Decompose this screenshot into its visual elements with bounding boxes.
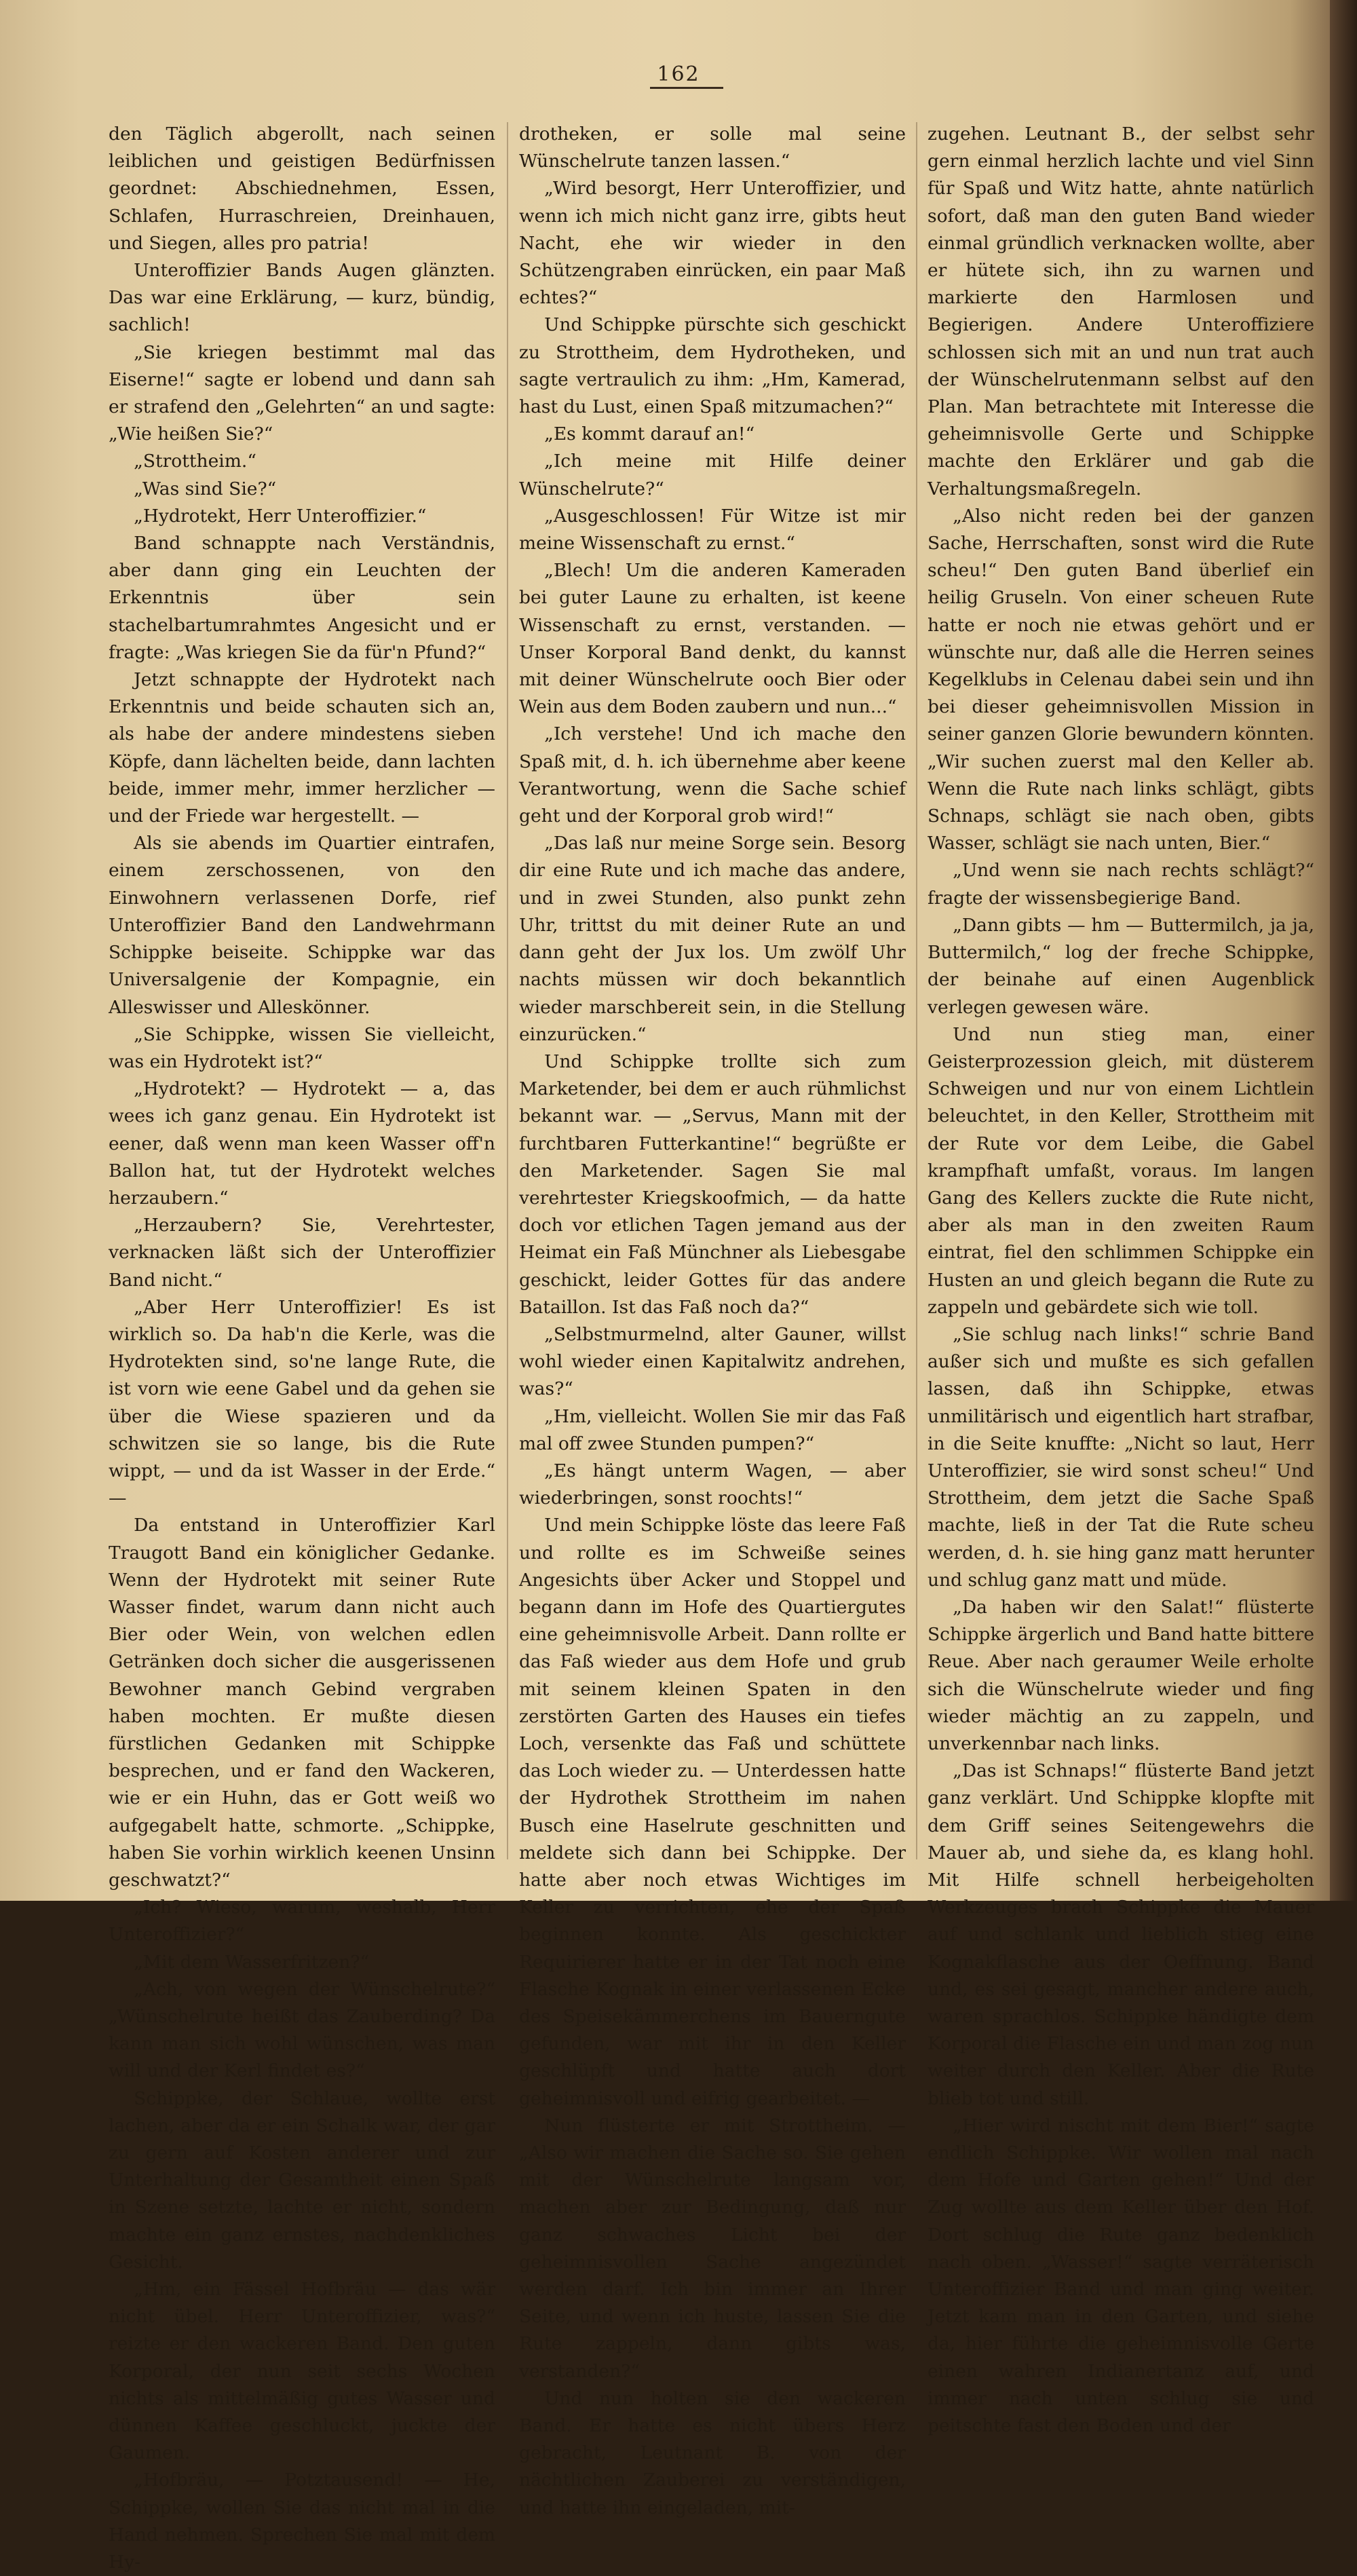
paragraph: „Ausgeschlossen! Für Witze ist mir meine Wissenschaft zu ernst.“ [519,505,906,554]
paragraph: „Ich verstehe! Und ich mache den Spaß mit, d. h. ich übernehme aber keene Verantwortung, wenn die Sache schief geht und der Korporal grob wird!“ [519,723,906,827]
paragraph: „Herzaubern? Sie, Verehrtester, verknacken läßt sich der Unteroffizier Band nicht.“ [109,1215,495,1291]
paragraph: „Sie schlug nach links!“ schrie Band außer sich und mußte es sich gefallen lassen, daß ihn Schippke, etwas unmilitärisch und eigentlich hart strafbar, in die Seite knuffte: „Nicht so laut, Herr Unteroffizier, sie wird sonst scheu!“ Und Strottheim, dem jetzt die Sache Spaß machte, ließ in der Tat die Rute scheu werden, d. h. sie hing ganz matt herunter und schlug ganz matt und müde. [928,1323,1314,1591]
paragraph: „Das ist Schnaps!“ flüsterte Band jetzt ganz verklärt. Und Schippke klopfte mit dem Griff seines Seitengewehrs die Mauer ab, und siehe da, es klang hohl. Mit Hilfe schnell herbeigeholten Werkzeuges brach Schippke die Mauer auf und schlank und lieblich stieg eine Kognakflasche aus der Oeffnung. Band und, es sei gesagt, mancher andere auch, waren sprachlos. Schippke händigte dem Korporal die Flasche ein und man zog nun weiter durch den Keller. Aber die Rute blieb tot und still. [928,1760,1314,2109]
paragraph: „Ich? Wieso, warum, weshalb, Herr Unteroffizier?“ [109,1897,495,1946]
paragraph: Und nun stieg man, einer Geisterprozession gleich, mit düsterem Schweigen und nur von einem Lichtlein beleuchtet, in den Keller, Strottheim mit der Rute vor dem Leibe, die Gabel krampfhaft umfaßt, voraus. Im langen Gang des Kellers zuckte die Rute nicht, aber als man in den zweiten Raum eintrat, fiel den schlimmen Schippke ein Husten an und gleich begann die Rute zu zappeln und gebärdete sich wie toll. [928,1023,1314,1318]
paragraph: Unteroffizier Bands Augen glänzten. Das war eine Erklärung, — kurz, bündig, sachlich! [109,260,495,336]
paragraph: Da entstand in Unteroffizier Karl Traugott Band ein königlicher Gedanke. Wenn der Hydrotekt mit seiner Rute Wasser findet, warum dann nicht auch Bier oder Wein, von welchen edlen Getränken doch sicher die ausgerissenen Bewohner manch Gebind vergraben haben mochten. Er mußte diesen fürstlichen Gedanken mit Schippke besprechen, und er fand den Wackeren, wie er ein Huhn, das er Gott weiß wo aufgegabelt hatte, schmorte. „Schippke, haben Sie vorhin wirklich keenen Unsinn geschwatzt?“ [109,1515,495,1891]
paragraph: „Blech! Um die anderen Kameraden bei guter Laune zu erhalten, ist keene Wissenschaft zu ernst, verstanden. — Unser Korporal Band denkt, du kannst mit deiner Wünschelrute ooch Bier oder Wein aus dem Boden zaubern und nun...“ [519,560,906,718]
paragraph: „Es kommt darauf an!“ [544,423,755,445]
paragraph: „Das laß nur meine Sorge sein. Besorg dir eine Rute und ich mache das andere, und in zwei Stunden, also punkt zehn Uhr, trittst du mit deiner Rute an und dann geht der Jux los. Um zwölf Uhr nachts müssen wir doch bekanntlich wieder marschbereit sein, in die Stellung einzurücken.“ [519,833,906,1045]
paragraph: „Ach, von wegen der Wünschelrute?“ „Wünschelrute heißt das Zauberding? Da kann man sich wohl wünschen, was man will und der Kerl findet es?“ [109,1978,495,2082]
paragraph: Und Schippke trollte sich zum Marketender, bei dem er auch rühmlichst bekannt war. — „Servus, Mann mit der furchtbaren Futterkantine!“ begrüßte er den Marketender. Sagen Sie mal verehrtester Kriegskoofmich, — da hatte doch vor etlichen Tagen jemand aus der Heimat ein Faß Münchner als Liebesgabe geschickt, leider Gottes für das andere Bataillon. Ist das Faß noch da?“ [519,1050,906,1318]
paragraph: „Da haben wir den Salat!“ flüsterte Schippke ärgerlich und Band hatte bittere Reue. Aber nach geraumer Weile erholte sich die Wünschelrute wieder und fing wieder mächtig an zu zappeln, und unverkennbar nach links. [928,1596,1314,1754]
paragraph: „Hydrotekt, Herr Unteroffizier.“ [134,505,427,527]
paragraph: „Es hängt unterm Wagen, — aber wiederbringen, sonst roochts!“ [519,1460,906,1509]
paragraph: „Dann gibts — hm — Buttermilch, ja ja, Buttermilch,“ log der freche Schippke, der beinahe auf einen Augenblick verlegen gewesen wäre. [928,914,1314,1018]
paragraph: drotheken, er solle mal seine Wünschelrute tanzen lassen.“ [519,124,906,172]
paragraph: „Und wenn sie nach rechts schlägt?“ fragte der wissensbegierige Band. [928,860,1314,909]
page-number: 162 [657,62,700,86]
paragraph: „Hofbräu, — Potztausend! — He, Schippke, wollen Sie das nicht mal in die Hand nehmen. Sprechen Sie mal mit dem Hy- [109,2469,495,2573]
paragraph: Nun flüsterte er mit Strottheim. — „Also wir machen die Sache so. Sie gehen mit der Wünschelrute langsam vor, machen aber zur Bedingung, daß nur ganz schwaches Licht bei der geheimnisvollen Sache angezündet werden darf. Ich bin immer an Ihrer Seite, und wenn ich huste, lassen Sie die Rute zappeln, dann gibts was, verstanden?“ [519,2115,906,2382]
paragraph: „Ich meine mit Hilfe deiner Wünschelrute?“ [519,451,906,499]
book-spine-shadow [1330,0,1357,1901]
paragraph: „Aber Herr Unteroffizier! Es ist wirklich so. Da hab'n die Kerle, was die Hydrotekten sind, so'ne lange Rute, die ist vorn wie eene Gabel und da gehen sie über die Wiese spazieren und da schwitzen sie so lange, bis die Rute wippt, — und da ist Wasser in der Erde.“ — [109,1296,495,1509]
page-number-rule [650,87,723,89]
column-divider [507,122,508,1859]
paragraph: „Sie Schippke, wissen Sie vielleicht, was ein Hydrotekt ist?“ [109,1023,495,1072]
paragraph: den Täglich abgerollt, nach seinen leiblichen und geistigen Bedürfnissen geordnet: Abschiednehmen, Essen, Schlafen, Hurraschreien, Dreinhauen, und Siegen, alles pro patria! [109,124,495,254]
paragraph: zugehen. Leutnant B., der selbst sehr gern einmal herzlich lachte und viel Sinn für Spaß und Witz hatte, ahnte natürlich sofort, daß man den guten Band wieder einmal gründlich verknacken wollte, aber er hütete sich, ihn zu warnen und markierte den Harmlosen und Begierigen. Andere Unteroffiziere schlossen sich mit an und nun trat auch der Wünschelrutenmann selbst auf den Plan. Man betrachtete mit Interesse die geheimnisvolle Gerte und Schippke machte den Erklärer und gab die Verhaltungsmaßregeln. [928,124,1314,499]
paragraph: „Mit dem Wasserfritzen?“ [134,1951,370,1973]
paragraph: Jetzt schnappte der Hydrotekt nach Erkenntnis und beide schauten sich an, als habe der andere mindestens sieben Köpfe, dann lächelten beide, dann lachten beide, immer mehr, immer herzlicher — und der Friede war hergestellt. — [109,669,495,827]
paragraph: Und mein Schippke löste das leere Faß und rollte es im Schweiße seines Angesichts über Acker und Stoppel und begann dann im Hofe des Quartiergutes eine geheimnisvolle Arbeit. Dann rollte er das Faß wieder aus dem Hofe und grub mit seinem kleinen Spaten in den zerstörten Garten des Hauses ein tiefes Loch, versenkte das Faß und schüttete das Loch wieder zu. — Unterdessen hatte der Hydrothek Strottheim im nahen Busch eine Haselrute geschnitten und meldete sich dann bei Schippke. Der hatte aber noch etwas Wichtiges im Keller zu verrichten, ehe der Spaß beginnen konnte. Als geschickter Requirierer hatte er in der Tat noch eine Flasche Kognak in einer verlassenen Ecke des Speisekämmerchens im Bauerngute gefunden, war mit ihr in den Keller geschlüpft und hatte auch dort geheimnisvoll und eifrig gearbeitet. — [519,1515,906,2109]
paragraph: „Hm, ein Fässel Hofbräu — das wär nicht übel. Herr Unteroffizier, was?“ reizte er den wackeren Band. Den guten Korporal, der nun seit sechs Wochen nichts als mittelmäßig gutes Wasser und dünnen Kaffee geschluckt, juckte der Gaumen. [109,2279,495,2464]
paragraph: Und nun holten sie den wackeren Band. Er hatte es nicht übers Herz gebracht, Leutnant B. von der nächtlichen Zauberei zu verständigen, und hatte ihn eingeladen, mit- [519,2387,906,2518]
paragraph: „Selbstmurmelnd, alter Gauner, willst wohl wieder einen Kapitalwitz andrehen, was?“ [519,1323,906,1400]
paragraph: „Wird besorgt, Herr Unteroffizier, und wenn ich mich nicht ganz irre, gibts heut Nacht, ehe wir wieder in den Schützengraben einrücken, ein paar Maß echtes?“ [519,178,906,309]
paragraph: „Strottheim.“ [134,451,256,472]
paragraph: „Hydrotekt? — Hydrotekt — a, das wees ich ganz genau. Ein Hydrotekt ist eener, daß wenn man keen Wasser off'n Ballon hat, tut der Hydrotekt welches herzaubern.“ [109,1078,495,1209]
paragraph: Als sie abends im Quartier eintrafen, einem zerschossenen, von den Einwohnern verlassenen Dorfe, rief Unteroffizier Band den Landwehrmann Schippke beiseite. Schippke war das Universalgenie der Kompagnie, ein Alleswisser und Alleskönner. [109,833,495,1018]
column-left [109,121,495,2576]
paragraph: „Hier wird nischt mit dem Bier!“ sagte endlich Schippke. Wir wollen mal nach dem Hofe und Garten gehen!“ Und der Zug wollte aus dem Keller über den Hof. Dort schlug die Rute ganz bedenklich nach oben. „Wasser!“ sagte verräterisch Unteroffizier Band und man ging weiter. Jetzt kam man in den Garten, und siehe da, hier führte die geheimnisvolle Gerte einen wahren Indianertanz auf, und immer nach unten schlug sie und peitschte fast den Boden und der [928,2115,1314,2437]
paragraph: „Sie kriegen bestimmt mal das Eiserne!“ sagte er lobend und dann sah er strafend den „Gelehrten“ an und sagte: „Wie heißen Sie?“ [109,341,495,445]
column-middle [519,121,906,2522]
paragraph: Und Schippke pürschte sich geschickt zu Strottheim, dem Hydrotheken, und sagte vertraulich zu ihm: „Hm, Kamerad, hast du Lust, einen Spaß mitzumachen?“ [519,314,906,418]
column-right [928,121,1314,2440]
paragraph: Band schnappte nach Verständnis, aber dann ging ein Leuchten der Erkenntnis über sein stachelbartumrahmtes Angesicht und er fragte: „Was kriegen Sie da für'n Pfund?“ [109,533,495,663]
paragraph: Schippke, der Schlaue, wollte erst lachen, aber da er ein Schalk war, der gar zu gern auf Kosten anderer und zur Unterhaltung der Gesamtheit einen Spaß in Szene setzte, lachte er nicht, sondern machte ein ganz ernstes, nachdenkliches Gesicht. [109,2087,495,2273]
paragraph: „Was sind Sie?“ [134,478,277,499]
paragraph: „Also nicht reden bei der ganzen Sache, Herrschaften, sonst wird die Rute scheu!“ Den guten Band überlief ein heilig Gruseln. Von einer scheuen Rute hatte er noch nie etwas gehört und er wünschte nur, daß alle die Herren seines Kegelklubs in Celenau dabei sein und ihn bei dieser geheimnisvollen Mission in seiner ganzen Glorie bewundern könnten. „Wir suchen zuerst mal den Keller ab. Wenn die Rute nach links schlägt, gibts Schnaps, schlägt sie nach oben, gibts Wasser, schlägt sie nach unten, Bier.“ [928,505,1314,854]
column-divider [916,122,917,1859]
paragraph: „Hm, vielleicht. Wollen Sie mir das Faß mal off zwee Stunden pumpen?“ [519,1405,906,1454]
